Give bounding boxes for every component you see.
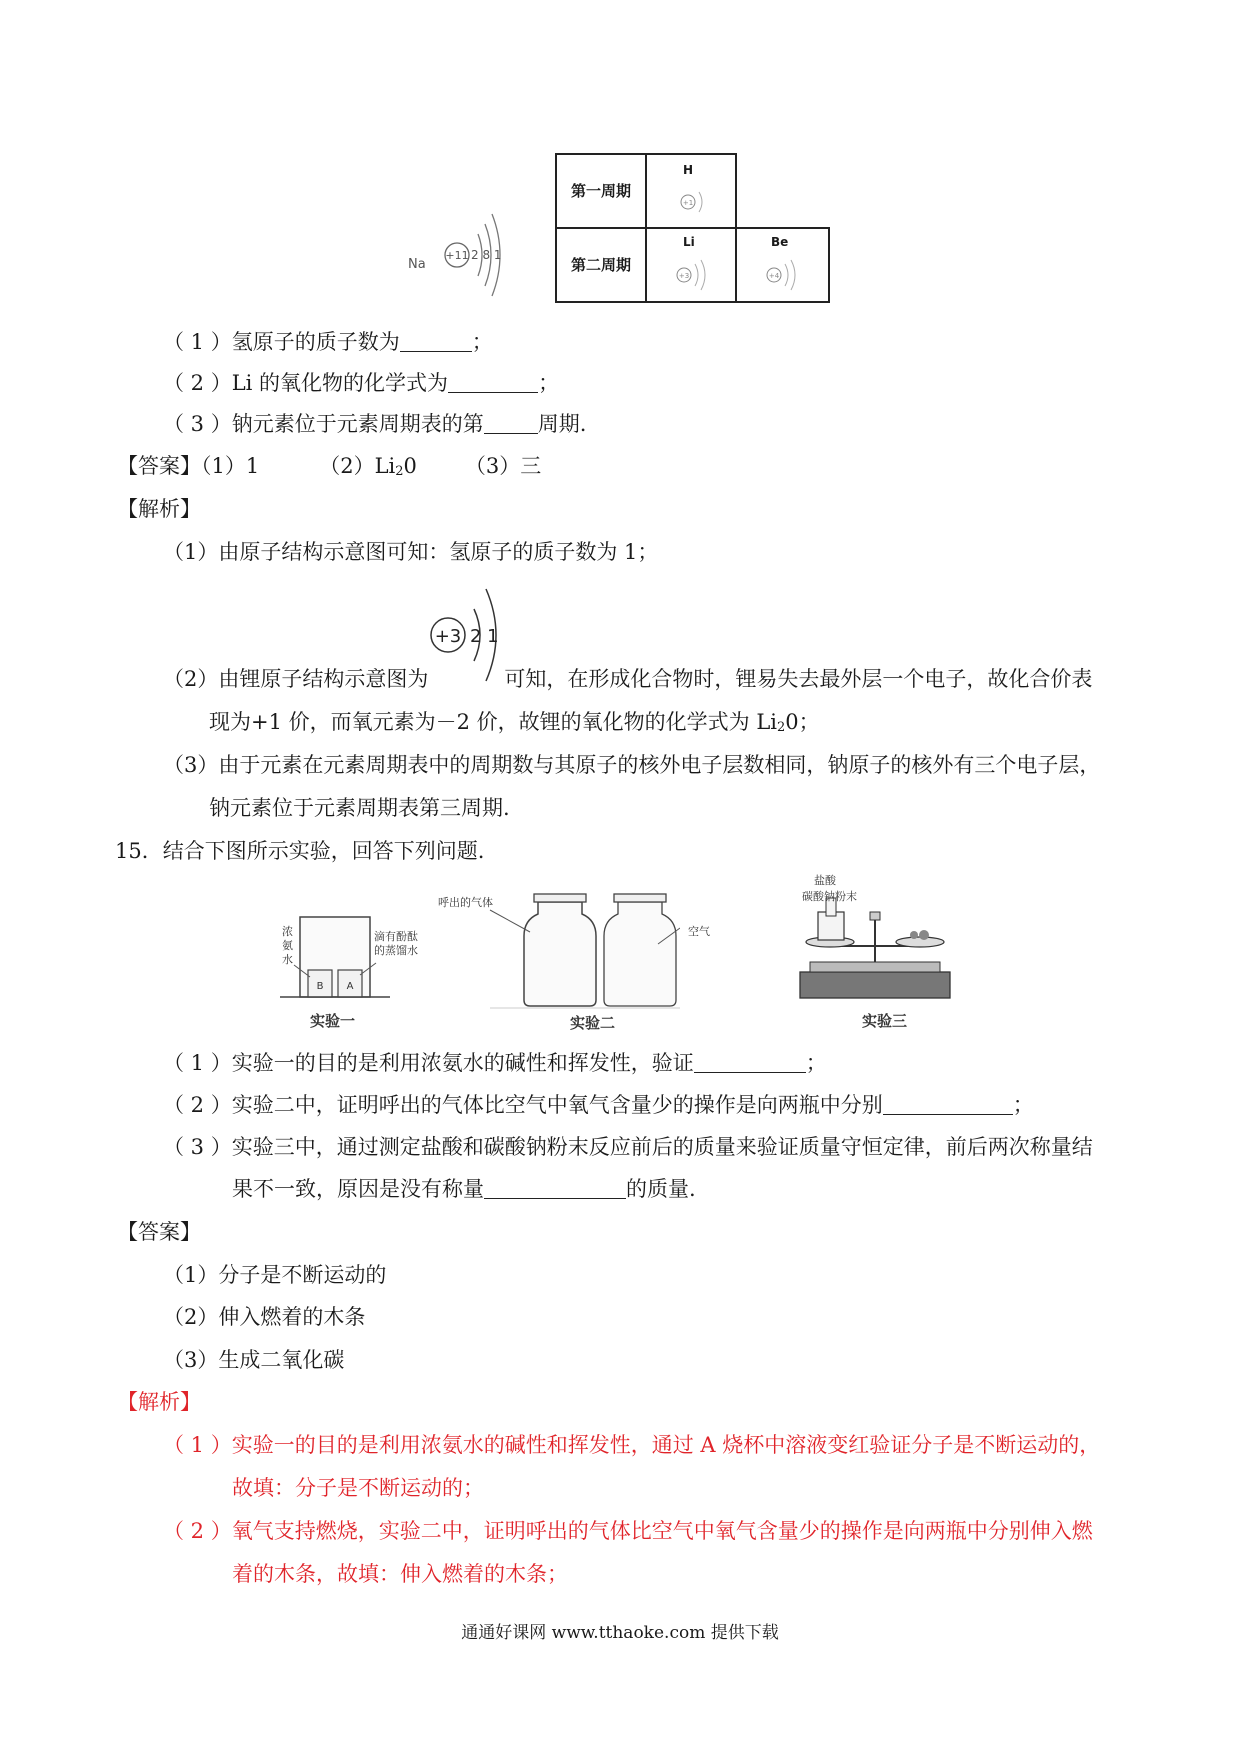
li-symbol: Li bbox=[683, 235, 695, 249]
table-cell-row1-label bbox=[555, 153, 647, 229]
be-nucleus: +4 bbox=[768, 272, 780, 280]
na-atom-icon bbox=[440, 210, 520, 300]
experiments-figure bbox=[270, 870, 960, 1035]
analysis15-p2-line2: 着的木条，故填：伸入燃着的木条； bbox=[232, 1562, 568, 1586]
table-cell-be bbox=[735, 227, 830, 303]
q15-sub2-end: ； bbox=[1012, 1093, 1034, 1117]
q14-sub1-end: ； bbox=[471, 330, 493, 354]
table-cell-li bbox=[645, 227, 737, 303]
exp3-caption: 实验三 bbox=[862, 1012, 908, 1030]
q15-sub3-text: 实验三中，通过测定盐酸和碳酸钠粉末反应前后的质量来验证质量守恒定律，前后两次称量结 bbox=[231, 1135, 1093, 1159]
q15-stem: 15．结合下图所示实验，回答下列问题. bbox=[115, 839, 485, 863]
analysis15-p1-line2: 故填：分子是不断运动的； bbox=[232, 1476, 484, 1500]
analysis14-p2-line1 bbox=[163, 665, 1092, 693]
q15-sub2-text: 实验二中，证明呼出的气体比空气中氧气含量少的操作是向两瓶中分别 bbox=[231, 1093, 883, 1117]
answer15-a3: （3）生成二氧化碳 bbox=[163, 1348, 345, 1372]
analysis14-p3-line2: 钠元素位于元素周期表第三周期. bbox=[209, 796, 510, 820]
q15-sub1-number: （ 1 ） bbox=[163, 1051, 232, 1075]
answer14-a1: （1）1 bbox=[201, 454, 260, 478]
na-nucleus: +11 bbox=[445, 249, 469, 262]
experiment3-balance-illustration bbox=[790, 890, 960, 1005]
analysis14-label: 【解析】 bbox=[117, 497, 201, 521]
q15-sub1-text: 实验一的目的是利用浓氨水的碱性和挥发性，验证 bbox=[231, 1051, 694, 1075]
analysis14-p2-post: 可知，在形成化合物时，锂易失去最外层一个电子，故化合价表 bbox=[504, 667, 1093, 691]
be-symbol: Be bbox=[771, 235, 789, 249]
q15-sub1-end: ； bbox=[805, 1051, 827, 1075]
analysis15-label: 【解析】 bbox=[117, 1390, 201, 1414]
answer15-a1: （1）分子是不断运动的 bbox=[163, 1263, 387, 1287]
page-footer: 通通好课网 www.tthaoke.com 提供下载 bbox=[461, 1623, 779, 1643]
q15-sub3-number: （ 3 ） bbox=[163, 1135, 232, 1159]
h-atom-icon bbox=[671, 185, 715, 219]
analysis15-p2-line1 bbox=[163, 1517, 1093, 1545]
analysis14-p2-line2-post: 0； bbox=[785, 710, 820, 734]
exp2-label-left: 呼出的气体 bbox=[438, 896, 493, 909]
q15-sub1-blank[interactable] bbox=[694, 1050, 806, 1073]
na-shells: 2 8 1 bbox=[471, 248, 502, 262]
li-nucleus: +3 bbox=[678, 272, 690, 280]
answer14-a2-post: 0 bbox=[403, 454, 417, 478]
q14-sub2-text: Li 的氧化物的化学式为 bbox=[231, 371, 449, 395]
h-symbol: H bbox=[683, 163, 694, 177]
answer15-a2: （2）伸入燃着的木条 bbox=[163, 1305, 366, 1329]
analysis14-p1: （1）由原子结构示意图可知：氢原子的质子数为 1； bbox=[163, 540, 659, 564]
answer14-a2-pre: （2）Li bbox=[319, 454, 396, 478]
q14-sub3-blank[interactable] bbox=[484, 411, 538, 434]
q15-sub3-line2-post: 的质量. bbox=[626, 1177, 696, 1201]
analysis15-p1-line1 bbox=[163, 1431, 1100, 1459]
exp2-label-right: 空气 bbox=[688, 925, 710, 938]
exp3-label1: 盐酸 bbox=[814, 874, 836, 887]
li-structure-shells: 2 1 bbox=[470, 626, 499, 647]
q14-sub3 bbox=[163, 410, 586, 438]
li-atom-icon bbox=[669, 255, 719, 295]
q14-sub1-text: 氢原子的质子数为 bbox=[231, 330, 400, 354]
be-atom-icon bbox=[759, 255, 809, 295]
analysis14-p2-line2 bbox=[209, 708, 820, 742]
answer14 bbox=[117, 452, 541, 486]
beaker-a-label: A bbox=[346, 981, 354, 992]
q15-sub2 bbox=[163, 1091, 1034, 1119]
analysis15-p1-text: 实验一的目的是利用浓氨水的碱性和挥发性，通过 A 烧杯中溶液变红验证分子是不断运动的， bbox=[231, 1433, 1101, 1457]
table-cell-row2-label bbox=[555, 227, 647, 303]
answer14-label: 【答案】 bbox=[117, 454, 201, 478]
q15-sub3-line2 bbox=[232, 1175, 696, 1203]
q14-sub1-blank[interactable] bbox=[400, 329, 472, 352]
q14-sub2-blank[interactable] bbox=[448, 370, 538, 393]
na-symbol: Na bbox=[408, 257, 426, 272]
q14-sub1-number: （ 1 ） bbox=[163, 330, 232, 354]
exp2-caption: 实验二 bbox=[570, 1014, 616, 1032]
na-atom-diagram bbox=[408, 210, 518, 300]
q15-sub1 bbox=[163, 1049, 827, 1077]
exp3-label2: 碳酸钠粉末 bbox=[802, 890, 857, 903]
table-cell-h bbox=[645, 153, 737, 229]
q15-sub2-number: （ 2 ） bbox=[163, 1093, 232, 1117]
answer14-a2-sub: 2 bbox=[395, 464, 404, 479]
q15-sub3-line2-pre: 果不一致，原因是没有称量 bbox=[232, 1177, 484, 1201]
analysis14-p2-line2-pre: 现为+1 价，而氧元素为－2 价，故锂的氧化物的化学式为 Li bbox=[209, 710, 778, 734]
periodic-table-figure bbox=[555, 153, 830, 303]
exp1-label-right2: 的蒸馏水 bbox=[374, 944, 418, 957]
q14-sub3-end: 周期. bbox=[537, 412, 587, 436]
analysis14-p2-line2-sub: 2 bbox=[777, 720, 786, 735]
q14-sub2-number: （ 2 ） bbox=[163, 371, 232, 395]
exp1-label-left: 浓氨水 bbox=[282, 925, 293, 966]
analysis14-p2-pre: （2）由锂原子结构示意图为 bbox=[163, 667, 429, 691]
exp1-label-right1: 滴有酚酞 bbox=[374, 930, 418, 943]
q14-sub1 bbox=[163, 328, 493, 356]
q15-sub2-blank[interactable] bbox=[883, 1092, 1013, 1115]
h-nucleus: +1 bbox=[682, 199, 694, 207]
q15-sub3-line1 bbox=[163, 1133, 1093, 1161]
answer15-label: 【答案】 bbox=[117, 1220, 201, 1244]
beaker-b-label: B bbox=[316, 981, 324, 992]
q14-sub3-number: （ 3 ） bbox=[163, 412, 232, 436]
q14-sub3-text: 钠元素位于元素周期表的第 bbox=[231, 412, 484, 436]
li-structure-nucleus: +3 bbox=[434, 626, 462, 647]
row2-label: 第二周期 bbox=[571, 256, 632, 274]
analysis14-p3-line1: （3）由于元素在元素周期表中的周期数与其原子的核外电子层数相同，钠原子的核外有三个电子层， bbox=[163, 753, 1101, 777]
answer14-a2 bbox=[319, 454, 417, 478]
row1-label: 第一周期 bbox=[571, 182, 632, 200]
analysis15-p2-text: 氧气支持燃烧，实验二中，证明呼出的气体比空气中氧气含量少的操作是向两瓶中分别伸入燃 bbox=[231, 1519, 1093, 1543]
q15-sub3-blank[interactable] bbox=[484, 1176, 626, 1199]
analysis15-p2-number: （ 2 ） bbox=[163, 1519, 232, 1543]
analysis15-p1-number: （ 1 ） bbox=[163, 1433, 232, 1457]
answer14-a3: （3）三 bbox=[464, 454, 542, 478]
q14-sub2 bbox=[163, 369, 559, 397]
exp1-caption: 实验一 bbox=[310, 1012, 356, 1030]
q14-sub2-end: ； bbox=[538, 371, 560, 395]
